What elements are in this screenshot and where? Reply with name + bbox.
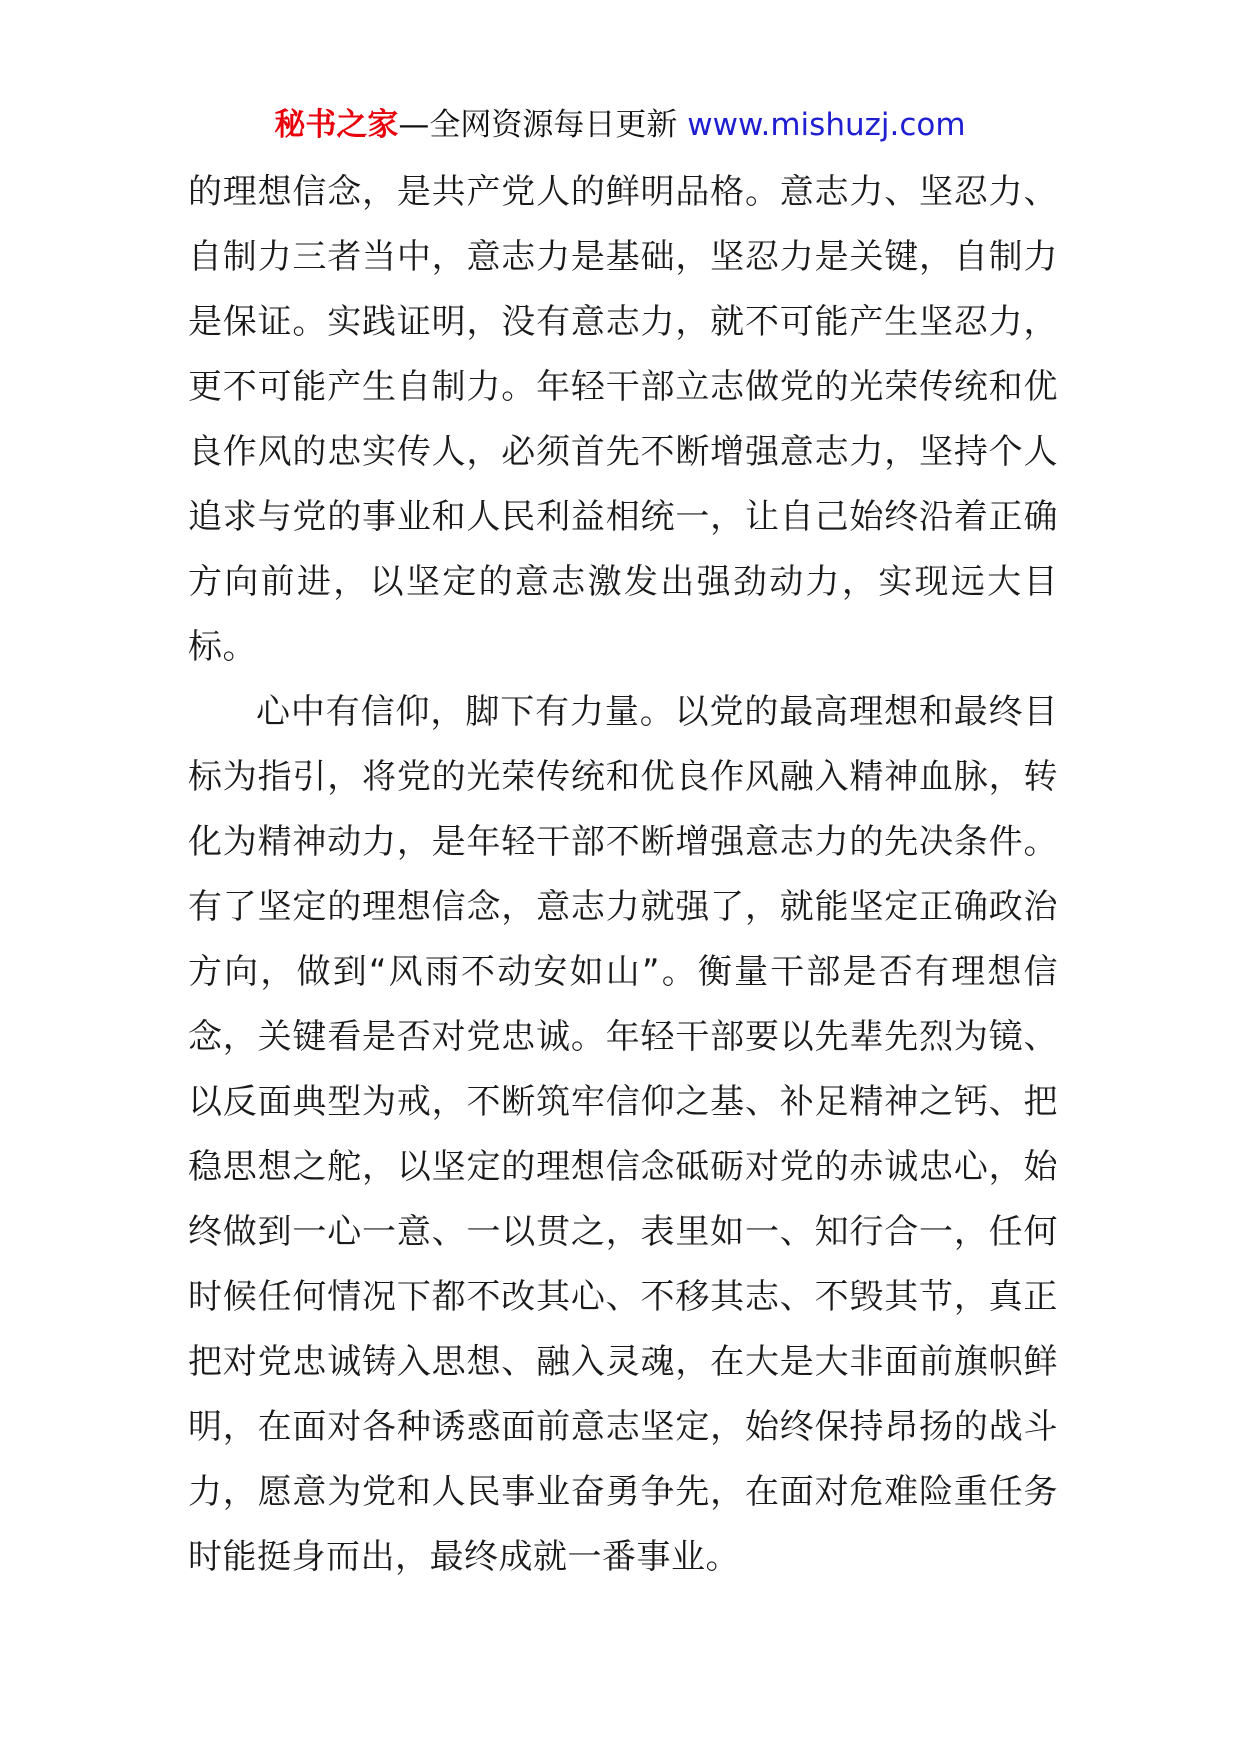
paragraph-continued: 的理想信念，是共产党人的鲜明品格。意志力、坚忍力、自制力三者当中，意志力是基础，坚忍力是关键，自制力是保证。实践证明，没有意志力，就不可能产生坚忍力，更不可能产生自制力。年轻干部立志做党的光荣传统和优良作风的忠实传人，必须首先不断增强意志力，坚持个人追求与党的事业和人民利益相统一，让自己始终沿着正确方向前进，以坚定的意志激发出强劲动力，实现远大目标。: [188, 172, 1058, 667]
site-url-link[interactable]: www.mishuzj.com: [687, 107, 966, 143]
paragraph: 心中有信仰，脚下有力量。以党的最高理想和最终目标为指引，将党的光荣传统和优良作风融入精神血脉，转化为精神动力，是年轻干部不断增强意志力的先决条件。有了坚定的理想信念，意志力就强了，就能坚定正确政治方向，做到“风雨不动安如山”。衡量干部是否有理想信念，关键看是否对党忠诚。年轻干部要以先辈先烈为镜、以反面典型为戒，不断筑牢信仰之基、补足精神之钙、把稳思想之舵，以坚定的理想信念砥砺对党的赤诚忠心，始终做到一心一意、一以贯之，表里如一、知行合一，任何时候任何情况下都不改其心、不移其志、不毁其节，真正把对党忠诚铸入思想、融入灵魂，在大是大非面前旗帜鲜明，在面对各种诱惑面前意志坚定，始终保持昂扬的战斗力，愿意为党和人民事业奋勇争先，在面对危难险重任务时能挺身而出，最终成就一番事业。: [188, 692, 1058, 1577]
header-tagline: —全网资源每日更新: [398, 107, 678, 143]
site-header: [0, 100, 1240, 150]
document-body: [188, 160, 1058, 1590]
brand-name: 秘书之家: [274, 107, 399, 143]
